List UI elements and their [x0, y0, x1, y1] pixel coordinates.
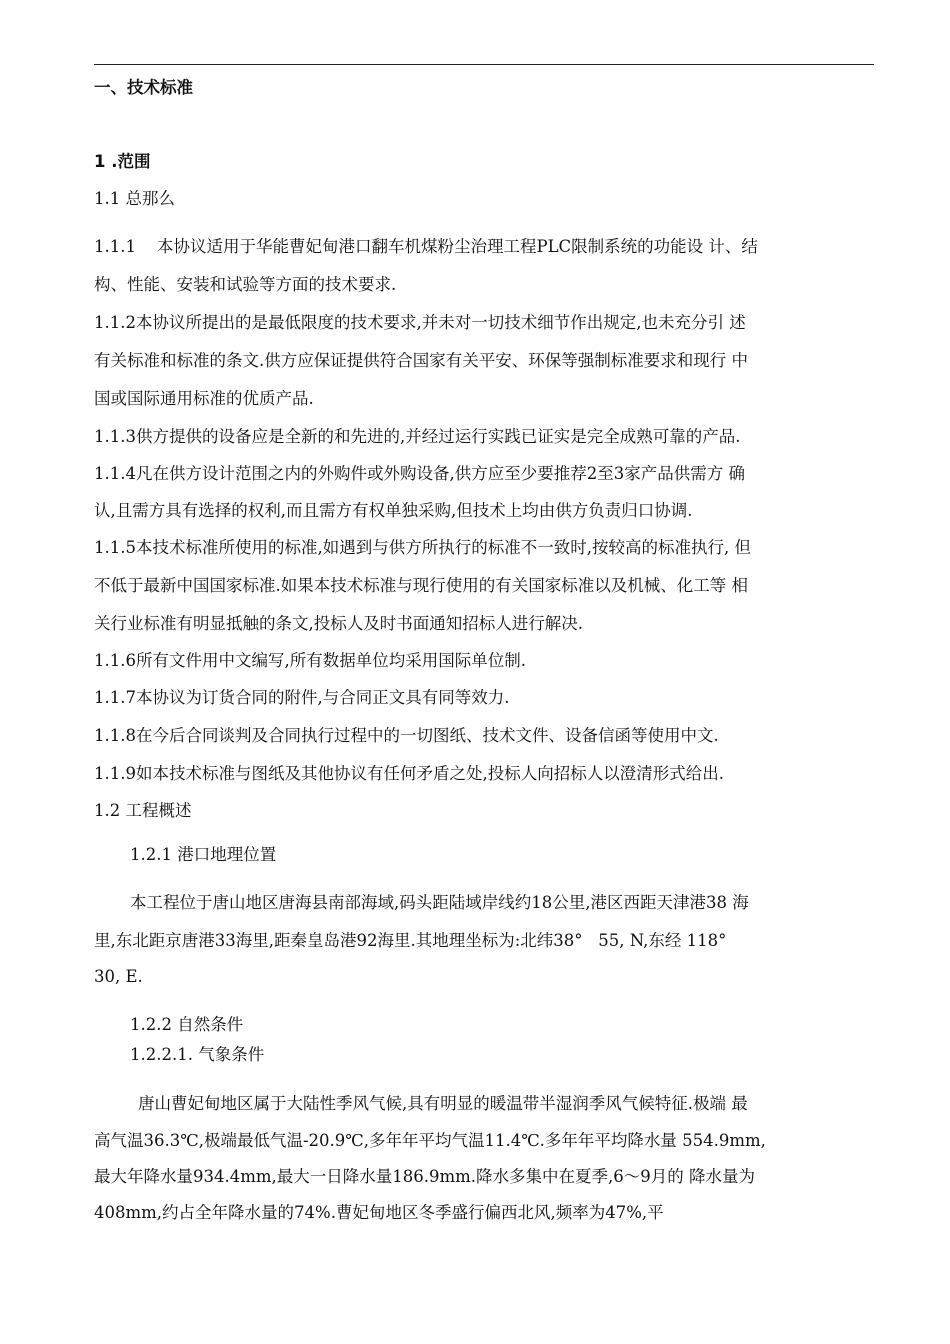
text-line: 构、性能、安装和试验等方面的技术要求.	[94, 275, 397, 294]
text-line: 最大年降水量934.4mm,最大一日降水量186.9mm.降水多集中在夏季,6〜9月的 降水量为	[94, 1167, 756, 1186]
section-port-location: 1.2.1 港口地理位置	[130, 845, 277, 864]
text-line: 1.1.4凡在供方设计范围之内的外购件或外购设备,供方应至少要推荐2至3家产品供需方 确	[94, 464, 745, 483]
text-line: 高气温36.3℃,极端最低气温-20.9℃,多年年平均气温11.4℃.多年年平均降水量 554.9mm,	[94, 1131, 766, 1150]
heading-scope: 1 .范围	[94, 152, 151, 171]
text-line: 唐山曹妃甸地区属于大陆性季风气候,具有明显的暖温带半湿润季风气候特征.极端 最	[138, 1094, 748, 1113]
text-line: 本工程位于唐山地区唐海县南部海域,码头距陆域岸线约18公里,港区西距天津港38 海	[130, 893, 749, 912]
text-line: 关行业标准有明显抵触的条文,投标人及时书面通知招标人进行解决.	[94, 614, 583, 633]
text-line: 1.1.9如本技术标准与图纸及其他协议有任何矛盾之处,投标人向招标人以澄清形式给出.	[94, 764, 724, 783]
section-natural-conditions: 1.2.2 自然条件	[130, 1015, 244, 1034]
text-line: 认,且需方具有选择的权利,而且需方有权单独采购,但技术上均由供方负责归口协调.	[94, 501, 693, 520]
header-rule	[94, 64, 874, 65]
text-line: 30, E.	[94, 967, 143, 986]
text-line: 1.1.3供方提供的设备应是全新的和先进的,并经过运行实践已证实是完全成熟可靠的产品.	[94, 427, 741, 446]
text-line: 1.1.7本协议为订货合同的附件,与合同正文具有同等效力.	[94, 688, 510, 707]
text-line: 有关标准和标准的条文.供方应保证提供符合国家有关平安、环保等强制标准要求和现行 中	[94, 351, 748, 370]
text-line: 1.1.8在今后合同谈判及合同执行过程中的一切图纸、技术文件、设备信函等使用中文.	[94, 726, 719, 745]
heading-technical-standard: 一、技术标准	[94, 78, 193, 97]
section-weather-conditions: 1.2.2.1. 气象条件	[130, 1045, 265, 1064]
section-project-overview: 1.2 工程概述	[94, 801, 192, 820]
text-line: 国或国际通用标准的优质产品.	[94, 389, 314, 408]
text-line: 不低于最新中国国家标准.如果本技术标准与现行使用的有关国家标准以及机械、化工等 相	[94, 576, 748, 595]
text-line: 408mm,约占全年降水量的74%.曹妃甸地区冬季盛行偏西北风,频率为47%,平	[94, 1203, 664, 1222]
text-line: 1.1.1 本协议适用于华能曹妃甸港口翻车机煤粉尘治理工程PLC限制系统的功能设 计、结	[94, 237, 758, 256]
text-line: 1.1.6所有文件用中文编写,所有数据单位均采用国际单位制.	[94, 651, 526, 670]
text-line: 1.1.2本协议所提出的是最低限度的技术要求,并未对一切技术细节作出规定,也未充分引 述	[94, 313, 746, 332]
section-general: 1.1 总那么	[94, 189, 175, 208]
text-line: 1.1.5本技术标准所使用的标准,如遇到与供方所执行的标准不一致时,按较高的标准执行, 但	[94, 538, 751, 557]
text-line: 里,东北距京唐港33海里,距秦皇岛港92海里.其地理坐标为:北纬38° 55, N,东经 118°	[94, 931, 727, 950]
